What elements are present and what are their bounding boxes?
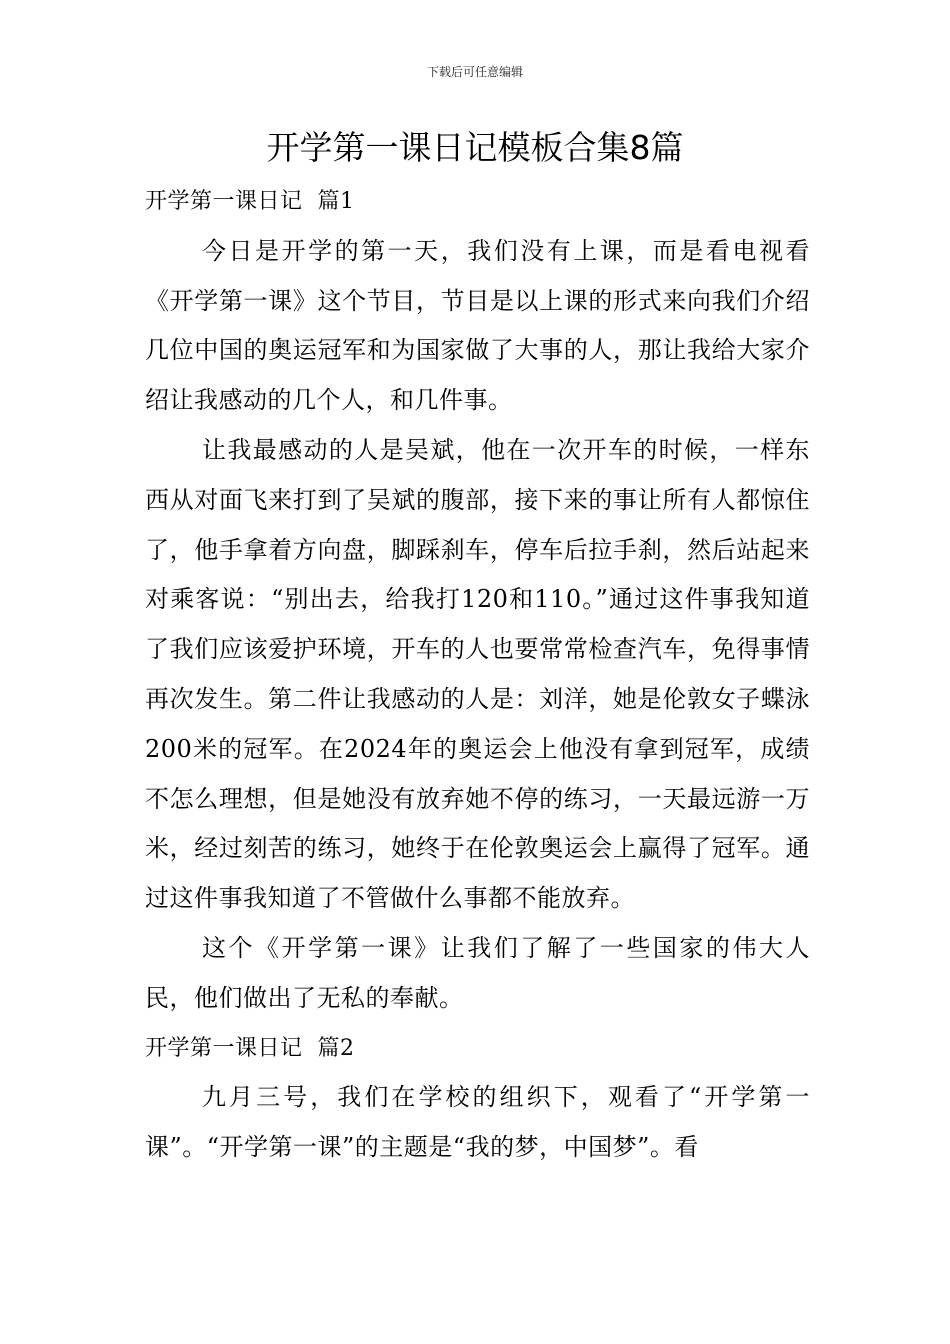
section-1: [145, 177, 810, 1024]
header-note: 下载后可任意编辑: [426, 65, 523, 79]
section-heading: 开学第一课日记 篇1: [145, 189, 355, 214]
document-body: [145, 177, 810, 1173]
paragraph: 九月三号，我们在学校的组织下，观看了“开学第一课”。“开学第一课”的主题是“我的梦，中国梦”。看: [145, 1083, 810, 1162]
paragraph: 这个《开学第一课》让我们了解了一些国家的伟大人民，他们做出了无私的奉献。: [145, 933, 810, 1012]
paragraph: 今日是开学的第一天，我们没有上课，而是看电视看《开学第一课》这个节目，节目是以上课的形式来向我们介绍几位中国的奥运冠军和为国家做了大事的人，那让我给大家介绍让我感动的几个人，和几件事。: [145, 236, 810, 415]
section-heading: 开学第一课日记 篇2: [145, 1035, 355, 1061]
paragraph: 让我最感动的人是吴斌，他在一次开车的时候，一样东西从对面飞来打到了吴斌的腹部，接下来的事让所有人都惊住了，他手拿着方向盘，脚踩刹车，停车后拉手刹，然后站起来对乘客说：“别出去，给我打120和110。”通过这件事我知道了我们应该爱护环境，开车的人也要常常检查汽车，免得事情再次发生。第二件让我感动的人是：刘洋，她是伦敦女子蝶泳200米的冠军。在2024年的奥运会上他没有拿到冠军，成绩不怎么理想，但是她没有放弃她不停的练习，一天最远游一万米，经过刻苦的练习，她终于在伦敦奥运会上赢得了冠军。通过这件事我知道了不管做什么事都不能放弃。: [145, 435, 810, 913]
section-2: [145, 1024, 810, 1173]
document-title: 开学第一课日记模板合集8篇: [266, 128, 684, 167]
